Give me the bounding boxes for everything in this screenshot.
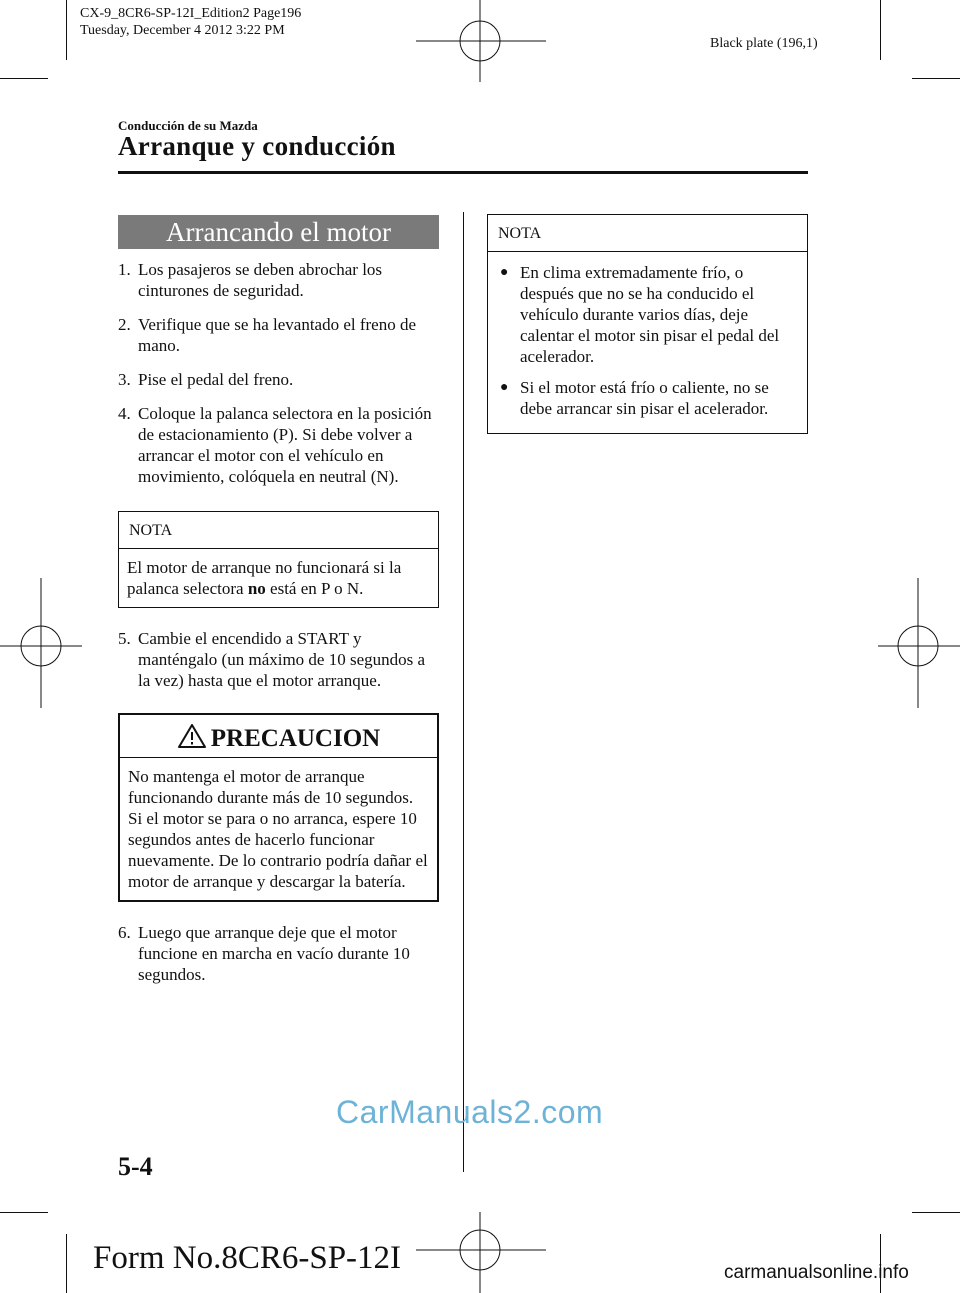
note-box [118,511,439,608]
step-number: 1. [118,260,131,279]
note-bullet [492,377,799,419]
registration-mark-left-icon [0,578,82,708]
steps-list-a [118,259,439,487]
step-number: 4. [118,404,131,423]
note-bullet [492,262,799,367]
step-item [118,628,439,691]
file-info-line2: Tuesday, December 4 2012 3:22 PM [80,23,285,38]
registration-mark-bottom-icon [416,1212,546,1293]
step-item [118,369,439,390]
form-number: Form No.8CR6-SP-12I [93,1240,402,1276]
step-text: Los pasajeros se deben abrochar los cinturones de seguridad. [138,260,383,300]
step-number: 2. [118,315,131,334]
step-text: Cambie el encendido a START y manténgalo (un máximo de 10 segundos a la vez) hasta que el motor arranque. [138,629,426,690]
step-text: Pise el pedal del freno. [138,370,294,389]
file-info [80,5,301,39]
file-info-line1: CX-9_8CR6-SP-12I_Edition2 Page196 [80,6,302,21]
left-column [118,215,439,985]
step-item [118,314,439,356]
note-text-bold: no [247,579,266,598]
step-text: Verifique que se ha levantado el freno de mano. [138,315,417,355]
step-number: 3. [118,370,131,389]
note-text-after: está en P o N. [265,579,364,598]
section-banner: Arrancando el motor [118,215,439,249]
watermark[interactable]: CarManuals2.com [336,1094,604,1130]
note-heading: NOTA [488,215,807,252]
footer-site-link[interactable]: carmanualsonline.info [724,1262,909,1283]
step-text: Coloque la palanca selectora en la posición de estacionamiento (P). Si debe volver a arrancar el motor con el vehículo en movimiento, colóquela en neutral (N). [138,404,432,486]
plate-label: Black plate (196,1) [710,36,818,51]
caution-box [118,713,439,902]
note-box-right [487,214,808,434]
note-text-before: El motor de arranque no funcionará si la palanca selectora [127,558,402,598]
registration-mark-top-icon [416,0,546,82]
warning-triangle-icon [177,723,207,749]
caution-body: No mantenga el motor de arranque funcionando durante más de 10 segundos. Si el motor se para o no arranca, espere 10 segundos antes de hacerlo funcionar nuevamente. De lo contrario podría dañar el motor de arranque y descargar la batería. [128,767,428,891]
section-subtitle: Conducción de su Mazda [118,118,258,133]
note-heading: NOTA [119,512,438,549]
caution-heading [120,715,437,758]
bullet-text: Si el motor está frío o caliente, no se debe arrancar sin pisar el acelerador. [520,378,769,418]
column-divider [463,212,464,1172]
step-item [118,403,439,487]
note-body [488,252,807,433]
step-item [118,259,439,301]
page-number: 5-4 [118,1152,153,1181]
header-rule [118,171,808,174]
step-text: Luego que arranque deje que el motor funcione en marcha en vacío durante 10 segundos. [138,923,410,984]
step-number: 6. [118,923,131,942]
step-item [118,922,439,985]
bullet-dot-icon: ● [500,380,509,395]
caution-heading-text: PRECAUCION [210,725,381,752]
step-number: 5. [118,629,131,648]
bullet-text: En clima extremadamente frío, o después que no se ha conducido el vehículo durante varios días, deje calentar el motor sin pisar el pedal del acelerador. [520,263,780,366]
bullet-dot-icon: ● [500,265,509,280]
section-title: Arranque y conducción [118,131,396,161]
registration-mark-right-icon [878,578,960,708]
note-body [119,549,438,607]
